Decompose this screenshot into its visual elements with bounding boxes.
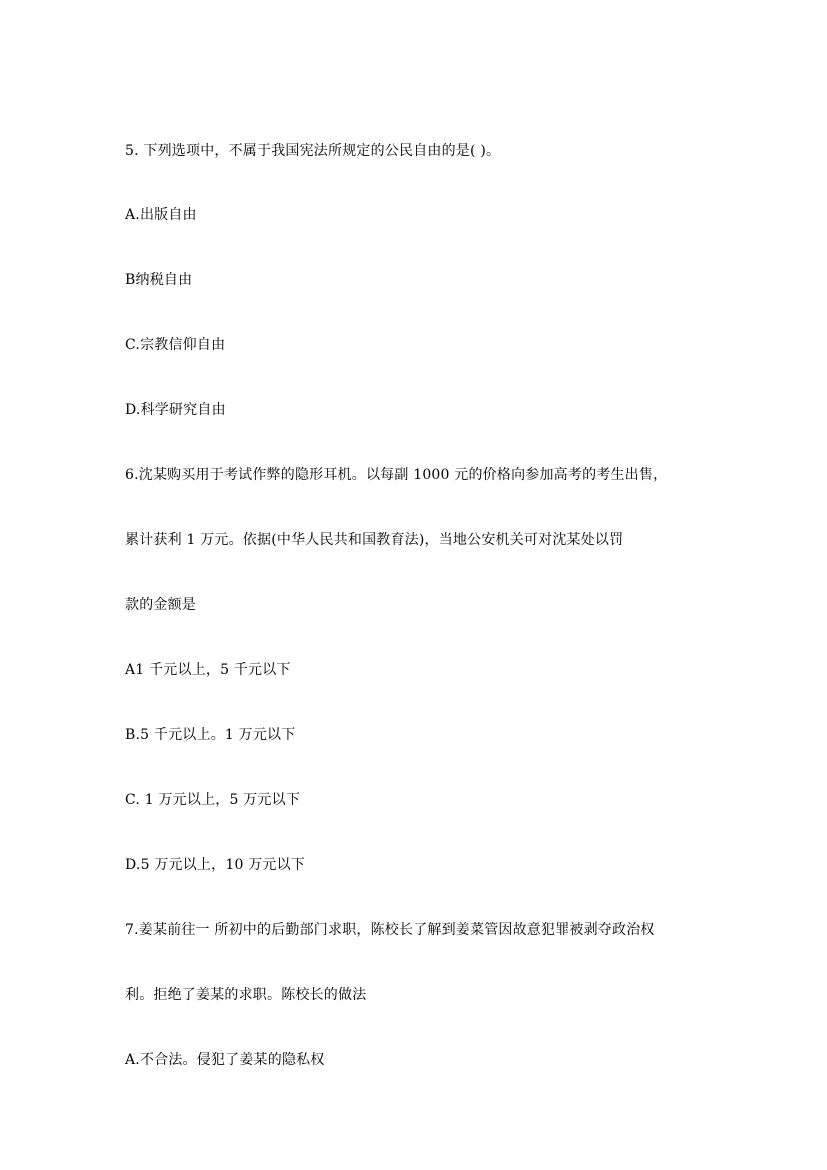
- question-6-stem-line-2: 累计获利 1 万元。依据(中华人民共和国教育法)，当地公安机关可对沈某处以罚: [125, 532, 624, 548]
- question-6-option-c: C. 1 万元以上，5 万元以下: [125, 792, 301, 808]
- question-7-stem-line-2: 利。拒绝了姜某的求职。陈校长的做法: [125, 987, 367, 1003]
- question-6-stem-line-1: 6.沈某购买用于考试作弊的隐形耳机。以每副 1000 元的价格向参加高考的考生出售，: [125, 467, 668, 483]
- question-5-stem: 5. 下列选项中，不属于我国宪法所规定的公民自由的是( )。: [125, 143, 501, 159]
- question-6-stem-line-3: 款的金额是: [125, 597, 196, 613]
- question-7-stem-line-1: 7.姜某前往一 所初中的后勤部门求职，陈校长了解到姜菜管因故意犯罪被剥夺政治权: [125, 922, 655, 938]
- question-6-option-b: B.5 千元以上。1 万元以下: [125, 727, 296, 743]
- question-6-option-a: A1 千元以上，5 千元以下: [125, 662, 291, 678]
- question-7-option-a: A.不合法。侵犯了姜某的隐私权: [125, 1052, 325, 1068]
- question-5-option-b: B纳税自由: [125, 272, 193, 288]
- question-5-option-d: D.科学研究自由: [125, 402, 226, 418]
- question-6-option-d: D.5 万元以上，10 万元以下: [125, 857, 305, 873]
- question-5-option-c: C.宗教信仰自由: [125, 337, 226, 353]
- question-5-option-a: A.出版自由: [125, 207, 197, 223]
